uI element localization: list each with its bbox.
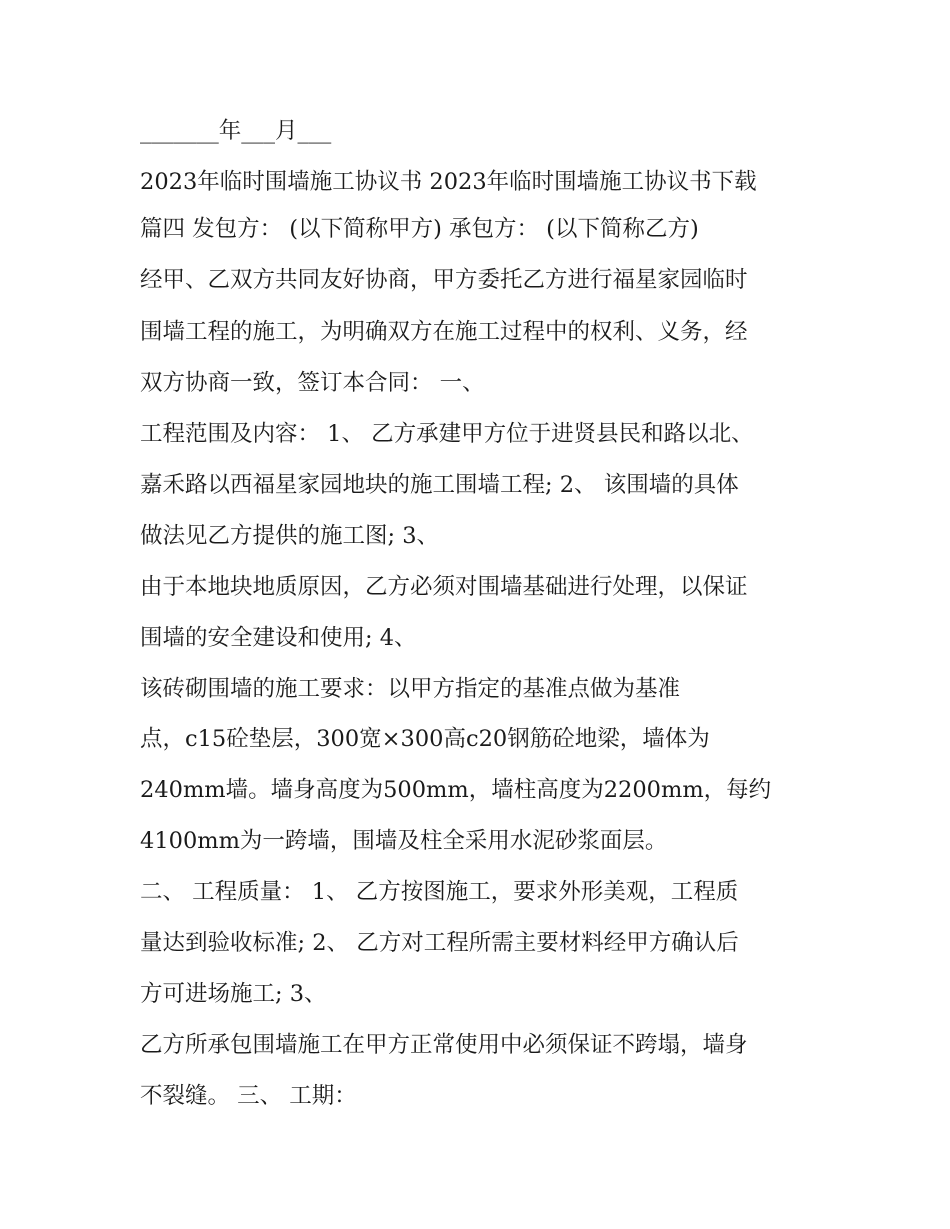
text-line: 由于本地块地质原因，乙方必须对围墙基础进行处理，以保证 [140,574,748,600]
text-line: 该砖砌围墙的施工要求：以甲方指定的基准点做为基准 [140,676,681,702]
text-line: 方可进场施工; 3、 [140,981,327,1007]
text-line: 不裂缝。 三、 工期： [140,1083,357,1109]
text-line: 乙方所承包围墙施工在甲方正常使用中必须保证不跨塌，墙身 [140,1032,748,1058]
text-line: 量达到验收标准; 2、 乙方对工程所需主要材料经甲方确认后 [140,930,739,956]
text-line: 4100mm为一跨墙，围墙及柱全采用水泥砂浆面层。 [140,828,668,854]
text-line: 双方协商一致，签订本合同： 一、 [140,370,485,396]
text-line: 2023年临时围墙施工协议书 2023年临时围墙施工协议书下载 [140,169,757,195]
text-line: 二、 工程质量： 1、 乙方按图施工，要求外形美观，工程质 [140,879,739,905]
text-line: 做法见乙方提供的施工图; 3、 [140,523,440,549]
text-line: 240mm墙。墙身高度为500mm，墙柱高度为2200mm，每约 [140,777,772,803]
text-line: 工程范围及内容： 1、 乙方承建甲方位于进贤县民和路以北、 [140,421,754,447]
text-line: 经甲、乙双方共同友好协商，甲方委托乙方进行福星家园临时 [140,267,748,293]
text-line: 围墙工程的施工，为明确双方在施工过程中的权利、义务，经 [140,319,748,345]
text-line: _______年___月___ [140,118,332,144]
text-line: 点，c15砼垫层，300宽×300高c20钢筋砼地梁，墙体为 [140,726,710,752]
text-line: 围墙的安全建设和使用; 4、 [140,625,417,651]
text-line: 嘉禾路以西福星家园地块的施工围墙工程; 2、 该围墙的具体 [140,472,739,498]
text-line: 篇四 发包方： (以下简称甲方) 承包方： (以下简称乙方) [140,216,699,242]
